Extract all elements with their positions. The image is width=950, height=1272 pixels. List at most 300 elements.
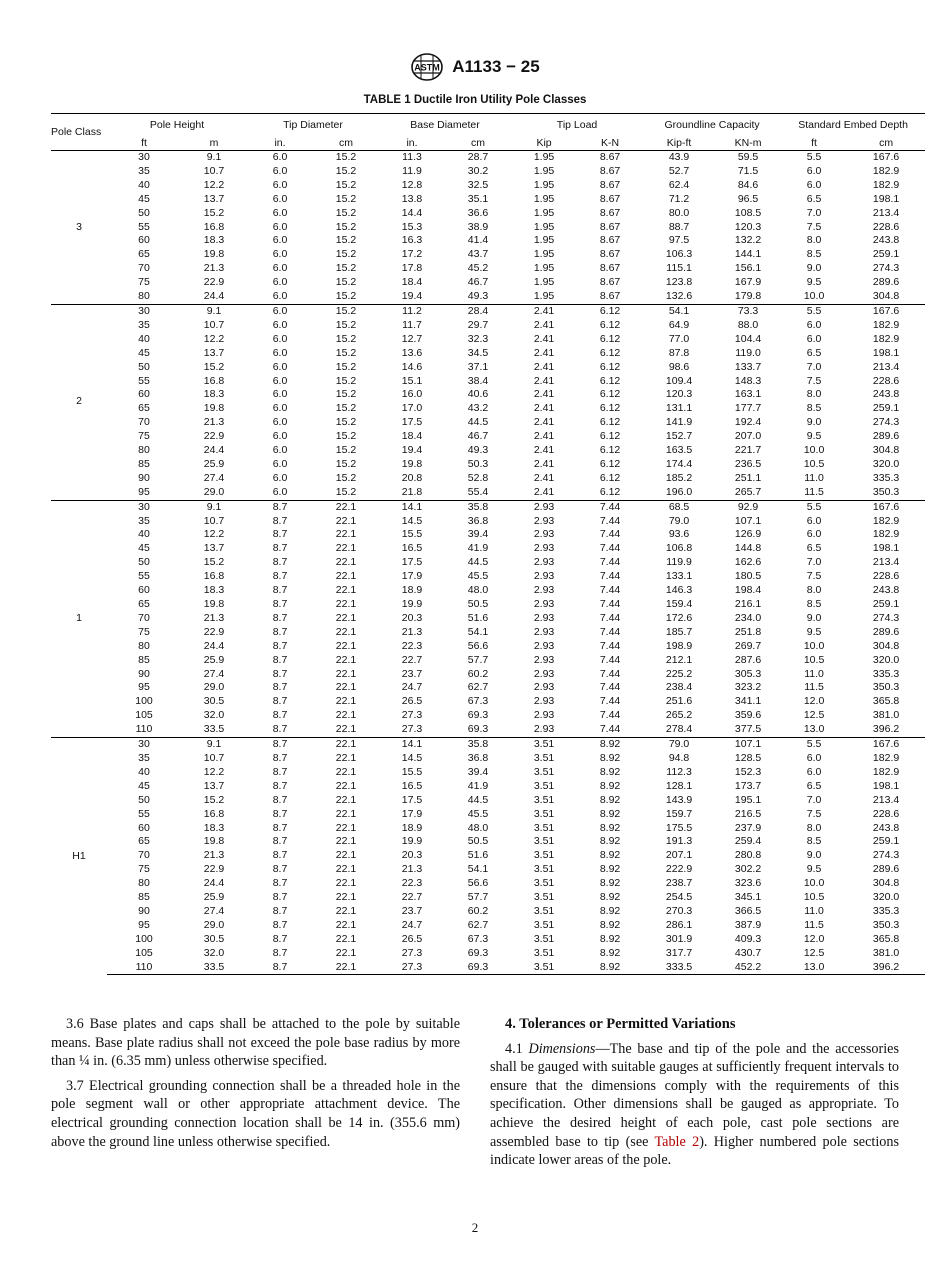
table-cell: 90: [138, 471, 150, 484]
table-cell: 17.9: [401, 570, 423, 583]
table-cell: 5.5: [781, 738, 847, 752]
table-cell: 90: [138, 667, 150, 680]
table-cell: 2.93: [533, 723, 555, 736]
table-cell: 9.0: [806, 416, 822, 429]
table-cell: 254.5: [665, 891, 693, 904]
table-cell: 8.7: [272, 695, 288, 708]
table-cell: 2.41: [533, 457, 555, 470]
table-cell: 152.7: [665, 430, 693, 443]
table-cell: 8.7: [272, 528, 288, 541]
table-cell: 15.2: [335, 457, 357, 470]
table-cell: 8.7: [272, 723, 288, 736]
table-cell: 13.7: [203, 192, 225, 205]
table-cell: 68.5: [643, 500, 715, 514]
table-cell: 365.8: [872, 695, 900, 708]
table-row: [51, 556, 925, 570]
table-cell: 8.92: [599, 932, 621, 945]
table-cell: 32.5: [467, 178, 489, 191]
table-cell: 350.3: [872, 918, 900, 931]
table-cell: 16.8: [203, 570, 225, 583]
table-cell: 335.3: [872, 471, 900, 484]
table-cell: 8.7: [272, 891, 288, 904]
table-cell: 55.4: [467, 485, 489, 498]
table-cell: 1.95: [533, 248, 555, 261]
table-cell: 67.3: [467, 695, 489, 708]
table-cell: 22.1: [335, 556, 357, 569]
table-cell: 409.3: [734, 932, 762, 945]
table-cell: 23.7: [401, 904, 423, 917]
pole-class-cell: 3: [76, 220, 82, 233]
table-cell: 3.51: [533, 835, 555, 848]
table-cell: 323.2: [734, 681, 762, 694]
unit-header: in.: [247, 135, 313, 151]
table-cell: 148.3: [734, 374, 762, 387]
table-cell: 70: [138, 416, 150, 429]
table-cell: 156.1: [734, 262, 762, 275]
table-cell: 8.67: [599, 206, 621, 219]
table-cell: 100: [135, 932, 153, 945]
table-cell: 8.7: [272, 556, 288, 569]
table-cell: 8.5: [806, 835, 822, 848]
table-cell: 179.8: [734, 290, 762, 303]
table-cell: 7.44: [599, 625, 621, 638]
table-cell: 105: [135, 946, 153, 959]
table-cell: 22.1: [335, 584, 357, 597]
table-cell: 56.6: [467, 877, 489, 890]
table-cell: 274.3: [872, 262, 900, 275]
table-cell: 50.5: [467, 835, 489, 848]
table-cell: 21.3: [401, 863, 423, 876]
table-cell: 2.41: [533, 444, 555, 457]
table-row: [51, 822, 925, 836]
table-cell: 6.0: [806, 751, 822, 764]
table-cell: 39.4: [467, 765, 489, 778]
table-cell: 75: [138, 276, 150, 289]
table-cell: 8.5: [806, 598, 822, 610]
table-cell: 19.8: [203, 402, 225, 415]
table-cell: 143.9: [665, 793, 693, 806]
table-cell: 17.5: [401, 793, 423, 806]
table-cell: 8.92: [599, 877, 621, 890]
table-cell: 191.3: [665, 835, 693, 848]
paragraph-number: 4.1: [505, 1040, 523, 1057]
table-cell: 67.3: [467, 932, 489, 945]
table-cell: 30.5: [203, 932, 225, 945]
table-cell: 15.2: [335, 416, 357, 429]
table-cell: 10.5: [803, 891, 825, 904]
table-cell: 22.1: [335, 891, 357, 904]
table-cell: 69.3: [467, 723, 489, 736]
table-cell: 182.9: [872, 765, 900, 778]
table-cell: 41.9: [467, 779, 489, 792]
table-cell: 6.0: [272, 444, 288, 457]
table-cell: 13.0: [803, 723, 825, 736]
table-cell: 106.8: [665, 542, 693, 555]
table-cell: 228.6: [872, 570, 900, 583]
table-cell: 15.2: [203, 793, 225, 806]
table-cell: 17.9: [401, 807, 423, 820]
table-cell: 305.3: [734, 667, 762, 680]
table-cell: 8.7: [272, 765, 288, 778]
table-cell: 15.2: [203, 360, 225, 373]
table-cell: 259.1: [872, 835, 900, 848]
table-cell: 126.9: [734, 528, 762, 541]
table-cell: 1.95: [533, 220, 555, 233]
table-cell: 167.6: [847, 500, 925, 514]
table-cell: 7.44: [599, 723, 621, 736]
table-cell: 333.5: [643, 961, 715, 975]
table-cell: 7.5: [806, 374, 822, 387]
table-cell: 22.1: [335, 514, 357, 527]
table-cell: 16.8: [203, 220, 225, 233]
table-row: [51, 933, 925, 947]
table-cell: 162.6: [734, 556, 762, 569]
table-cell: 8.67: [599, 248, 621, 261]
paragraph-4-1: [490, 1040, 899, 1170]
table-cell: 8.7: [272, 584, 288, 597]
table-cell: 213.4: [872, 793, 900, 806]
table-cell: 251.8: [734, 625, 762, 638]
table-cell: 106.3: [665, 248, 693, 261]
table-cell: 6.0: [272, 220, 288, 233]
table-cell: 40: [138, 178, 150, 191]
table-cell: 182.9: [872, 528, 900, 541]
table-cell: 60.2: [467, 667, 489, 680]
table-cell: 6.0: [272, 192, 288, 205]
table-cell: 96.5: [737, 192, 759, 205]
table-cell: 21.3: [203, 849, 225, 862]
table-cell: 17.0: [401, 402, 423, 415]
table-cell: 10.0: [803, 877, 825, 890]
table-cell: 19.8: [203, 248, 225, 261]
table-cell: 57.7: [467, 653, 489, 666]
table-cell: 234.0: [734, 611, 762, 624]
table-cell: 27.4: [203, 471, 225, 484]
table-cell: 88.0: [737, 318, 759, 331]
table-cell: 84.6: [737, 178, 759, 191]
table-cell: 259.4: [734, 835, 762, 848]
table-cell: 159.4: [665, 598, 693, 610]
unit-header: K-N: [577, 135, 643, 151]
table-cell: 119.9: [666, 556, 692, 569]
table-cell: 8.92: [599, 904, 621, 917]
table-cell: 274.3: [872, 849, 900, 862]
table-cell: 144.1: [734, 248, 762, 261]
table-cell: 27.4: [203, 904, 225, 917]
unit-header: in.: [379, 135, 445, 151]
table-cell: 182.9: [872, 751, 900, 764]
table-row: [51, 612, 925, 626]
table-cell: 2.93: [533, 625, 555, 638]
table-cell: 182.9: [872, 164, 900, 177]
table-cell: 8.92: [599, 779, 621, 792]
table-cell: 120.3: [665, 388, 693, 401]
table-cell: 167.6: [847, 738, 925, 752]
table-cell: 22.1: [335, 667, 357, 680]
table-cell: 185.7: [665, 625, 693, 638]
table-cell: 237.9: [734, 821, 762, 834]
table-cell: 146.3: [665, 584, 693, 597]
table-row: [51, 849, 925, 863]
section-4-heading: 4. Tolerances or Permitted Variations: [505, 1016, 736, 1032]
table-cell: 2.93: [533, 709, 555, 722]
table-cell: 289.6: [872, 863, 900, 876]
table-cell: 92.9: [715, 500, 781, 514]
table-cell: 265.7: [734, 485, 762, 498]
table-cell: 8.7: [272, 863, 288, 876]
table-cell: 213.4: [872, 360, 900, 373]
table-cell: 12.2: [203, 528, 225, 541]
table-cell: 243.8: [872, 821, 900, 834]
table-row: [51, 528, 925, 542]
table-cell: 38.4: [467, 374, 489, 387]
table-cell: 24.7: [401, 918, 423, 931]
table-cell: 15.2: [335, 151, 357, 163]
table-cell: 2.93: [533, 653, 555, 666]
page-header: [0, 52, 950, 87]
table-cell: 2.41: [533, 471, 555, 484]
table-cell: 60.2: [467, 904, 489, 917]
table-cell: 22.1: [335, 863, 357, 876]
table-cell: 3.51: [533, 904, 555, 917]
table-cell: 22.1: [335, 946, 357, 959]
table-cell: 16.5: [401, 779, 423, 792]
table-cell: 20.3: [401, 849, 423, 862]
table-cell: 452.2: [715, 961, 781, 975]
table-cell: 3.51: [533, 821, 555, 834]
table-cell: 19.8: [203, 835, 225, 848]
table-cell: 17.2: [401, 248, 423, 261]
table-cell: 24.7: [401, 681, 423, 694]
table-cell: 50: [138, 206, 150, 219]
table-cell: 34.5: [467, 346, 489, 359]
table-cell: 317.7: [665, 946, 693, 959]
table-cell: 10.0: [803, 639, 825, 652]
table-cell: 112.3: [666, 765, 692, 778]
table-cell: 9.0: [806, 611, 822, 624]
group-header: Base Diameter: [410, 118, 480, 131]
table-cell: 22.1: [335, 849, 357, 862]
table-cell: 304.8: [872, 877, 900, 890]
table-cell: 45.2: [467, 262, 489, 275]
table-cell: 107.1: [715, 738, 781, 752]
table-cell: 8.7: [247, 500, 313, 514]
table-cell: 13.6: [401, 346, 423, 359]
table-cell: 236.5: [734, 457, 762, 470]
table-cell: 8.7: [272, 709, 288, 722]
table-cell: 301.9: [665, 932, 693, 945]
table-cell: 8.92: [577, 738, 643, 752]
right-column: [490, 1015, 899, 1176]
table-cell: 15.2: [335, 164, 357, 177]
table-row: [51, 304, 925, 318]
table-cell: 13.8: [401, 192, 423, 205]
table-cell: 19.4: [401, 444, 423, 457]
table-cell: 119.0: [735, 346, 761, 359]
table-cell: 8.0: [806, 584, 822, 597]
table-cell: 6.0: [272, 388, 288, 401]
pole-classes-table: [51, 113, 925, 975]
table-cell: 6.12: [599, 388, 621, 401]
table-cell: 2.93: [533, 667, 555, 680]
table-cell: 3.51: [533, 765, 555, 778]
table-cell: 1.95: [533, 151, 555, 163]
table-cell: 8.92: [599, 918, 621, 931]
table-cell: 8.67: [599, 290, 621, 303]
table-cell: 221.7: [734, 444, 762, 457]
table-cell: 22.1: [335, 598, 357, 610]
table-cell: 8.7: [272, 946, 288, 959]
table-cell: 16.8: [203, 807, 225, 820]
table-row: [51, 458, 925, 472]
table-cell: 9.1: [181, 304, 247, 318]
table-cell: 19.4: [401, 290, 423, 303]
table-cell: 65: [138, 835, 150, 848]
table-cell: 2.93: [533, 542, 555, 555]
table-cell: 71.2: [668, 192, 690, 205]
table-cell: 12.5: [803, 946, 825, 959]
group-header: Tip Load: [556, 118, 598, 131]
table-cell: 6.0: [272, 457, 288, 470]
table-cell: 259.1: [872, 402, 900, 415]
table-cell: 2.41: [533, 374, 555, 387]
table-cell: 320.0: [872, 457, 900, 470]
table-cell: 48.0: [467, 821, 489, 834]
table-cell: 41.9: [467, 542, 489, 555]
table-cell: 51.6: [467, 611, 489, 624]
table-cell: 15.2: [203, 206, 225, 219]
table-cell: 430.7: [734, 946, 762, 959]
table-cell: 16.0: [401, 388, 423, 401]
unit-header: Kip: [511, 135, 577, 151]
table-cell: 2.41: [533, 485, 555, 498]
table-cell: 20.3: [401, 611, 423, 624]
table-cell: 387.9: [734, 918, 762, 931]
table-row: [51, 723, 925, 737]
table-cell: 8.7: [247, 961, 313, 975]
table-cell: 30: [107, 304, 181, 318]
pole-class-header: Pole Class: [51, 114, 107, 151]
table-row: [51, 486, 925, 500]
table-cell: 40: [138, 528, 150, 541]
table-cell: 46.7: [467, 276, 489, 289]
table-cell: 7.44: [599, 681, 621, 694]
table-row: [51, 808, 925, 822]
table-cell: 8.7: [272, 821, 288, 834]
table-cell: 6.0: [806, 164, 822, 177]
table-cell: 304.8: [872, 290, 900, 303]
table-cell: 6.0: [247, 304, 313, 318]
unit-header: ft: [107, 135, 181, 151]
table-cell: 3.51: [533, 946, 555, 959]
group-header: Standard Embed Depth: [798, 118, 908, 131]
table-cell: 25.9: [203, 891, 225, 904]
table-row: [51, 668, 925, 682]
table-cell: 2.93: [533, 570, 555, 583]
table-row: [51, 961, 925, 975]
table-cell: 1.95: [533, 276, 555, 289]
table-cell: 6.0: [806, 528, 822, 541]
table-cell: 33.5: [181, 961, 247, 975]
table-cell: 18.3: [203, 388, 225, 401]
table-cell: 19.8: [401, 457, 423, 470]
table-cell: 198.1: [872, 192, 900, 205]
table-cell: 8.7: [272, 611, 288, 624]
table-cell: 177.7: [734, 402, 762, 415]
table-cell: 18.9: [401, 584, 423, 597]
table-cell: 5.5: [806, 151, 822, 163]
table-cell: 167.9: [734, 276, 762, 289]
table-cell: 132.2: [734, 234, 762, 247]
table-cell: 80: [138, 290, 150, 303]
table-cell: 110: [107, 961, 181, 975]
unit-header: ft: [781, 135, 847, 151]
table-cell: 167.6: [847, 304, 925, 318]
table-cell: 8.7: [272, 625, 288, 638]
table-cell: 104.4: [734, 332, 762, 345]
table-cell: 40: [138, 765, 150, 778]
table-cell: 35: [138, 514, 150, 527]
table-cell: 6.12: [599, 485, 621, 498]
table-2-link[interactable]: Table 2: [654, 1133, 700, 1150]
table-cell: 2.93: [533, 584, 555, 597]
table-cell: 25.9: [203, 457, 225, 470]
table-cell: 11.9: [402, 164, 422, 177]
table-cell: 22.1: [313, 738, 379, 752]
table-cell: 8.67: [599, 262, 621, 275]
pole-class-group: [51, 738, 925, 975]
table-row: [51, 891, 925, 905]
table-cell: 8.92: [599, 835, 621, 848]
table-cell: 167.6: [872, 151, 900, 163]
table-cell: 22.1: [335, 653, 357, 666]
pole-class-cell: 1: [51, 500, 107, 737]
table-cell: 120.3: [734, 220, 762, 233]
table-cell: 6.12: [599, 332, 621, 345]
table-cell: 44.5: [467, 793, 489, 806]
table-row: [51, 835, 925, 849]
table-cell: 22.9: [203, 276, 225, 289]
table-cell: 2.93: [533, 514, 555, 527]
table-cell: 24.4: [203, 639, 225, 652]
table-cell: 7.44: [599, 542, 621, 555]
table-cell: 8.92: [577, 961, 643, 975]
table-cell: 222.9: [665, 863, 693, 876]
table-cell: 48.0: [467, 584, 489, 597]
table-cell: 174.4: [665, 457, 693, 470]
table-cell: 3.51: [533, 891, 555, 904]
table-cell: 8.7: [272, 653, 288, 666]
table-cell: 35: [138, 318, 150, 331]
table-cell: 7.0: [806, 360, 822, 373]
table-cell: 173.7: [734, 779, 762, 792]
table-cell: 12.7: [401, 332, 423, 345]
table-cell: 18.3: [203, 584, 225, 597]
table-cell: 50.3: [467, 457, 489, 470]
table-cell: 69.3: [445, 961, 511, 975]
table-cell: 1.95: [533, 234, 555, 247]
table-cell: 9.5: [806, 276, 822, 289]
table-cell: 6.0: [806, 318, 822, 331]
table-cell: 6.12: [599, 457, 621, 470]
table-cell: 22.1: [335, 528, 357, 541]
table-cell: 289.6: [872, 625, 900, 638]
unit-header: cm: [847, 135, 925, 151]
table-cell: 27.3: [401, 946, 423, 959]
table-cell: 22.1: [313, 500, 379, 514]
table-cell: 195.1: [734, 793, 762, 806]
table-row: [51, 752, 925, 766]
